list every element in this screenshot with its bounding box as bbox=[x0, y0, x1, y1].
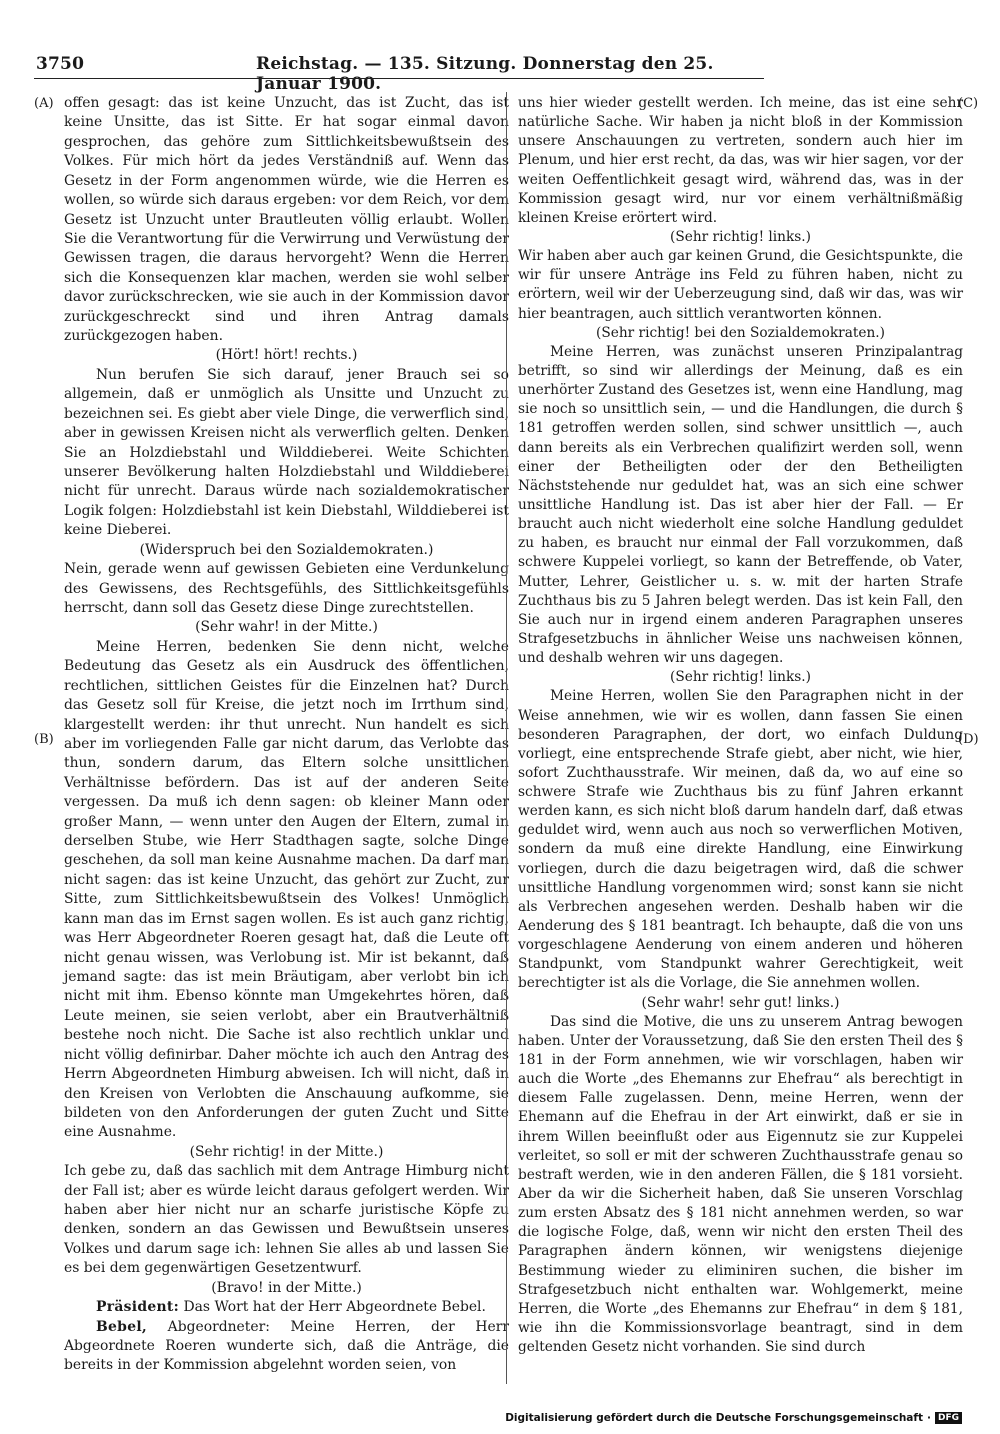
speaker-name: Bebel, bbox=[96, 1318, 148, 1335]
page-number: 3750 bbox=[36, 54, 85, 74]
running-title: Reichstag. — 135. Sitzung. Donnerstag den 25. Januar 1900. bbox=[256, 54, 714, 94]
interjection: (Hört! hört! rechts.) bbox=[215, 347, 358, 364]
paragraph: Das sind die Motive, die uns zu unserem Antrag bewogen haben. Unter der Voraussetzung, daß Sie den ersten Theil des § 181 in der Form annehmen, wie wir vorschlagen, haben wir auch die Worte „des Ehemanns zur Ehefrau“ als berechtigt in diesem Falle zugelassen. Denn, meine Herren, wenn der Ehemann auf die Ehefrau in der Art einwirkt, daß er sie in ihrem Willen beeinflußt oder aus Eigennutz sie zur Kuppelei verleitet, so soll er mit der schweren Zuchthausstrafe genau so bestraft werden, wie in den anderen Fällen, die § 181 vorsieht. Aber da wir die Sicherheit haben, daß Sie unseren Vorschlag zum ersten Absatz des § 181 nicht annehmen werden, so war die logische Folge, daß, wenn wir nicht den ersten Theil des Paragraphen ändern können, wir wenigstens diejenige Bestimmung wieder zu eliminiren suchen, die bisher im Strafgesetzbuch nicht enthalten war. Wohlgemerkt, meine Herren, die Worte „des Ehemanns zur Ehefrau“ in dem § 181, wie ihn die Kommissionsvorlage beantragt, sind in dem geltenden Gesetz nicht vorhanden. Sie sind durch bbox=[518, 1013, 963, 1356]
margin-marker-a: (A) bbox=[34, 96, 54, 111]
page-header bbox=[36, 46, 758, 94]
paragraph: Meine Herren, was zunächst unseren Prinzipalantrag betrifft, so sind wir allerdings der Meinung, daß es ein unerhörter Zustand des Gesetzes ist, wenn eine Handlung, mag sie noch so unsittlich sein, — und die Handlungen, die durch § 181 getroffen werden sollen, sind schwer unsittlich —, auch dann bereits als ein Verbrechen qualifizirt werden soll, wenn einer der Betheiligten oder der den Betheiligten Nächststehende nur geduldet hat, was an sich eine schwer unsittliche Handlung ist. Das ist aber hier der Fall. — Er braucht auch nicht wiederholt eine solche Handlung geduldet zu haben, es braucht nur einmal der Fall vorzukommen, daß schwere Kuppelei vorliegt, so kann der Betreffende, ob Vater, Mutter, Lehrer, Geistlicher u. s. w. mit der harten Strafe Zuchthaus bis zu 5 Jahren belegt werden. Das ist kein Fall, den Sie auch nur in irgend einem anderen Paragraphen unseres Strafgesetzbuchs in ähnlicher Weise uns nachweisen können, und deshalb wehren wir uns dagegen. bbox=[518, 343, 963, 667]
paragraph: Wir haben aber auch gar keinen Grund, die Gesichtspunkte, die wir für unsere Anträge ins Feld zu führen haben, nicht zu erörtern, weil wir der Ueberzeugung sind, daß wir das, was wir hier beantragen, auch sittlich verantworten können. bbox=[518, 248, 963, 322]
footer-credit: Digitalisierung gefördert durch die Deutsche Forschungsgemeinschaft bbox=[505, 1412, 923, 1424]
column-divider bbox=[506, 92, 507, 1384]
speaker-text: Abgeordneter: Meine Herren, der Herr Abgeordnete Roeren wunderte sich, daß die Anträge, die bereits in der Kommission abgelehnt worden seien, von bbox=[64, 1318, 509, 1374]
interjection: (Sehr richtig! in der Mitte.) bbox=[189, 1143, 384, 1160]
paragraph: Nun berufen Sie sich darauf, jener Brauch sei so allgemein, daß er unmöglich als Unsitte und Unzucht zu bezeichnen sei. Es giebt aber viele Dinge, die verwerflich sind, aber in gewissen Kreisen nicht als verwerflich gelten. Denken Sie an Holzdiebstahl und Wilddieberei. Weite Schichten unserer Bevölkerung halten Holzdiebstahl und Wilddieberei nicht für unrecht. Daraus würde nach sozialdemokratischer Logik folgen: Holzdiebstahl ist kein Diebstahl, Wilddieberei ist keine Dieberei. bbox=[64, 366, 509, 539]
speaker-paragraph bbox=[64, 1298, 509, 1317]
speaker-paragraph bbox=[64, 1318, 509, 1376]
interjection: (Sehr richtig! links.) bbox=[670, 669, 811, 686]
paragraph: Ich gebe zu, daß das sachlich mit dem Antrage Himburg nicht der Fall ist; aber es würde leicht daraus gefolgert werden. Wir haben aber hier nicht nur an scharfe juristische Köpfe zu denken, sondern an das Gewissen und Bewußtsein unseres Volkes und darum sage ich: lehnen Sie alles ab und lassen Sie es bei dem gegenwärtigen Gesetzentwurf. bbox=[64, 1163, 509, 1277]
margin-marker-c: (C) bbox=[958, 96, 979, 111]
speaker-name: Präsident: bbox=[96, 1299, 180, 1316]
paragraph: offen gesagt: das ist keine Unzucht, das ist Zucht, das ist keine Unsitte, das ist Sitte. Er hat sogar einmal davon gesprochen, das gehöre zum Sittlichkeitsbewußtsein des Volkes. Für mich hört da jedes Verständniß auf. Wenn das Gesetz in der Form angenommen würde, wie die Herren es wollen, so würde sich daraus ergeben: vor dem Reich, vor dem Gesetz ist Unzucht unter Brautleuten völlig erlaubt. Wollen Sie die Verantwortung für die Verwirrung und Verwüstung der Gewissen tragen, die daraus hervorgeht? Wenn die Herren sich die Konsequenzen klar machen, werden sie wohl selber davor zurückschrecken, wie sie auch in der Kommission davor zurückgeschreckt sind und ihren Antrag damals zurückgezogen haben. bbox=[64, 95, 509, 345]
interjection: (Widerspruch bei den Sozialdemokraten.) bbox=[139, 541, 434, 558]
footer bbox=[505, 1412, 962, 1424]
header-rule bbox=[34, 78, 764, 79]
interjection: (Sehr wahr! sehr gut! links.) bbox=[641, 994, 840, 1011]
speaker-text: Das Wort hat der Herr Abgeordnete Bebel. bbox=[179, 1299, 486, 1316]
paragraph: Meine Herren, bedenken Sie denn nicht, welche Bedeutung das Gesetz als ein Ausdruck des öffentlichen, rechtlichen, sittlichen Geistes für die Einzelnen hat? Durch das Gesetz soll für Kreise, die jetzt noch im Irrthum sind, klargestellt werden: ihr thut unrecht. Nun handelt es sich aber im vorliegenden Falle gar nicht darum, das Verlobte das thun, sondern darum, das Eltern solche unsittlichen Verhältnisse befördern. Das ist auf der anderen Seite vergessen. Da muß ich denn sagen: ob kleiner Mann oder großer Mann, — wenn unter den Augen der Eltern, zumal in derselben Stube, wie Herr Stadthagen sagte, solche Dinge geschehen, da soll man keine Ausnahme machen. Da darf man nicht sagen: das ist keine Unzucht, das gehört zur Zucht, zur Sitte, zum Sittlichkeitsbewußtsein des Volkes! Unmöglich kann man das im Ernst sagen wollen. Es ist auch ganz richtig, was Herr Abgeordneter Roeren gesagt hat, daß die Leute oft nicht genau wissen, was Verlobung ist. Mir ist bekannt, daß jemand sagte: das ist mein Bräutigam, aber verlobt bin ich nicht mit ihm. Ebenso könnte man Umgekehrtes hören, daß Leute meinen, sie seien verlobt, aber ein Brautverhältniß bestehe noch nicht. Die Sache ist also rechtlich unklar und nicht völlig definirbar. Daher möchte ich auch den Antrag des Herrn Abgeordneten Himburg abweisen. Ich will nicht, daß in den Kreisen von Verlobten die Anschauung aufkomme, sie bildeten von den Anforderungen der guten Zucht und Sitte eine Ausnahme. bbox=[64, 638, 509, 1141]
separator-dot: · bbox=[926, 1412, 931, 1424]
margin-marker-b: (B) bbox=[34, 732, 54, 747]
paragraph: Meine Herren, wollen Sie den Paragraphen nicht in der Weise annehmen, wie wir es wollen, dann fassen Sie einen besonderen Paragraphen, der dort, wo einfach Duldung vorliegt, eine entsprechende Strafe giebt, aber nicht, wie hier, sofort Zuchthausstrafe. Wir meinen, daß da, wo auf eine so schwere Strafe wie Zuchthaus bis zu fünf Jahren erkannt werden kann, es sich nicht bloß darum handeln darf, daß etwas geduldet wird, wenn auch aus noch so verwerflichen Motiven, sondern da muß eine direkte Handlung, eine Einwirkung vorliegen, durch die dazu beigetragen wird, daß die schwer unsittliche Handlung vorgenommen wird; sonst kann sie nicht als Verbrechen angesehen werden. Deshalb haben wir die Aenderung des § 181 beantragt. Ich behaupte, daß die von uns vorgeschlagene Aenderung von einem anderen und höheren Standpunkt, vom Standpunkt wahrer Gerechtigkeit, weit berechtigter ist als die Vorlage, die Sie annehmen wollen. bbox=[518, 688, 963, 992]
right-column bbox=[518, 94, 963, 1357]
margin-marker-d: (D) bbox=[958, 732, 979, 747]
paragraph: uns hier wieder gestellt werden. Ich meine, das ist eine sehr natürliche Sache. Wir haben ja nicht bloß in der Kommission unsere Anschauungen zu vertreten, sondern auch hier im Plenum, und hier erst recht, da das, was wir hier sagen, vor der weiten Oeffentlichkeit gesagt wird, während das, was in der Kommission gesagt wird, nur vor einem verhältnißmäßig kleinen Kreise erörtert wird. bbox=[518, 95, 963, 226]
dfg-logo-icon: DFG bbox=[935, 1412, 962, 1424]
interjection: (Sehr wahr! in der Mitte.) bbox=[195, 619, 378, 636]
left-column bbox=[64, 94, 509, 1376]
interjection: (Bravo! in der Mitte.) bbox=[211, 1279, 362, 1296]
interjection: (Sehr richtig! links.) bbox=[670, 228, 811, 245]
interjection: (Sehr richtig! bei den Sozialdemokraten.) bbox=[596, 324, 885, 341]
paragraph: Nein, gerade wenn auf gewissen Gebieten eine Verdunkelung des Gewissens, des Rechtsgefühls, des Sittlichkeitsgefühls herrscht, dann soll das Gesetz diese Dinge zurechtstellen. bbox=[64, 561, 509, 616]
